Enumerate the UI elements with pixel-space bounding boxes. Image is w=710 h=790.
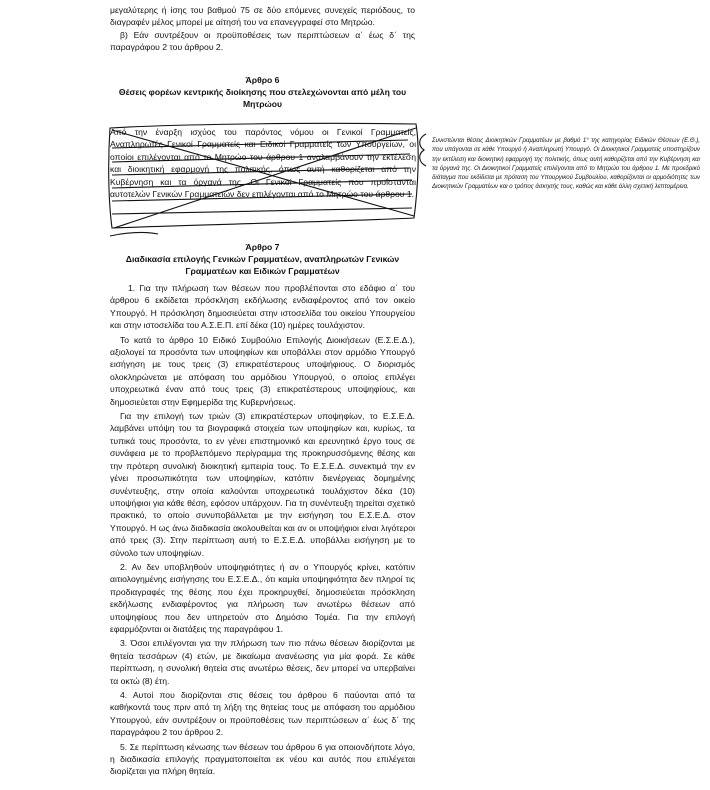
top-block bbox=[110, 4, 415, 54]
article7-number: Άρθρο 7 bbox=[245, 242, 280, 252]
margin-bracket-icon bbox=[410, 130, 434, 170]
article7-body bbox=[110, 282, 415, 778]
article7-paragraph-4: 4. Αυτοί που διορίζονται στις θέσεις του άρθρου 6 παύονται από τα καθήκοντά τους πριν από τη λήξη της θητείας τους με απόφαση του αρμόδιου Υπουργού, εάν συντρέξουν οι προϋποθέσεις των περιπτώσεων α΄ έως δ΄ της παραγράφου 2 του άρθρου 2. bbox=[110, 690, 415, 738]
article7-heading bbox=[110, 241, 415, 278]
article6-title: Θέσεις φορέων κεντρικής διοίκησης που στελεχώνονται από μέλη του Μητρώου bbox=[118, 87, 407, 110]
handwritten-strikeout-icon bbox=[98, 118, 428, 242]
article6-number: Άρθρο 6 bbox=[245, 75, 280, 85]
article7-paragraph-3: 3. Όσοι επιλέγονται για την πλήρωση των πιο πάνω θέσεων διορίζονται με θητεία τεσσάρων (4) ετών, με δικαίωμα ανανέωσης για μία φορά. Σε κάθε περίπτωση, η συνολική θητεία στις ανωτέρω θέσεις, δεν μπορεί να υπερβαίνει τα οκτώ (8) έτη. bbox=[110, 638, 415, 686]
carryover-paragraph: μεγαλύτερης ή ίσης του βαθμού 75 σε δύο επόμενες συνεχείς περιόδους, το διαγραφέν μέλος μπορεί με αίτησή του να επανεγγραφεί στο Μητρώο. bbox=[110, 5, 415, 28]
case-b-paragraph: β) Εάν συντρέξουν οι προϋποθέσεις των περιπτώσεων α΄ έως δ΄ της παραγράφου 2 του άρθρου 2. bbox=[110, 29, 415, 53]
article7-paragraph-5: 5. Σε περίπτωση κένωσης των θέσεων του άρθρου 6 για οποιονδήποτε λόγο, η διαδικασία επιλογής πραγματοποιείται εκ νέου και αυτός που επιλέγεται διορίζεται για πλήρη θητεία. bbox=[110, 741, 415, 777]
article7-paragraph-1b: Το κατά το άρθρο 10 Ειδικό Συμβούλιο Επιλογής Διοικήσεων (Ε.Σ.Ε.Δ.), αξιολογεί τα προσόντα των υποψηφίων και υποβάλλει στον αρμόδιο Υπουργό εισήγηση με τους τρεις (3) επικρατέστερους υποψήφιους. Ο διορισμός ολοκληρώνεται με απόφαση του αρμόδιου Υπουργού, ο οποίος επιλέγει υποχρεωτικά έναν από τους τρεις (3) επικρατέστερους υποψηφίους, και δημοσιεύεται στην Εφημερίδα της Κυβερνήσεως. bbox=[110, 334, 415, 407]
article7-paragraph-1: 1. Για την πλήρωση των θέσεων που προβλέπονται στο εδάφιο α΄ του άρθρου 6 εκδίδεται πρόσκληση εκδήλωσης ενδιαφέροντος από τον οικείο Υπουργό. Η πρόσκληση δημοσιεύεται στην ιστοσελίδα του οικείου Υπουργείου και στην ιστοσελίδα του Α.Σ.Ε.Π. επί δέκα (10) ημέρες τουλάχιστον. bbox=[110, 283, 415, 331]
margin-note: Συνιστώνται θέσεις Διοικητικών Γραμματέων με βαθμό 1° της κατηγορίας Ειδικών Θέσεων (Ε.Θ.), που υπάγονται σε κάθε Υπουργό ή Αναπληρωτή Υπουργό. Οι Διοικητικοί Γραμματείς υποστηρίζουν την εκτέλεση και διοικητική εφαρμογή της πολιτικής, όπως αυτή καθορίζεται από την Κυβέρνηση και τα όργανά της. Οι Διοικητικοί Γραμματείς επιλέγονται από το Μητρώο του άρθρου 1. Με προεδρικό διάταγμα που εκδίδεται με πρόταση του Υπουργικού Συμβουλίου, καθορίζονται οι αρμοδιότητες των Διοικητικών Γραμματέων και ο τρόπος άσκησής τους, καθώς και κάθε άλλη σχετική λεπτομέρεια. bbox=[432, 137, 700, 191]
article6-heading bbox=[110, 74, 415, 111]
article6-struck-text: Από την έναρξη ισχύος του παρόντος νόμου οι Γενικοί Γραμματείς, Αναπληρωτές Γενικοί Γραμματείς και Ειδικοί Γραμματείς των Υπουργείων, οι οποίοι επιλέγονται από το Μητρώο του άρθρου 1 αναλαμβάνουν την εκτέλεση και διοικητική εφαρμογή της πολιτικής, όπως αυτή καθορίζεται από την Κυβέρνηση και τα όργανά της. Οι Γενικοί Γραμματείς που προΐστανται αυτοτελών Γενικών Γραμματειών δεν επιλέγονται από το Μητρώο του άρθρου 1. bbox=[110, 127, 416, 200]
article6-struck-block bbox=[108, 126, 418, 232]
article7-paragraph-1c: Για την επιλογή των τριών (3) επικρατέστερων υποψηφίων, το Ε.Σ.Ε.Δ. λαμβάνει υπόψη του τα βιογραφικά στοιχεία των υποψηφίων και, κυρίως, τα τυπικά τους προσόντα, το εν γένει επιστημονικό και ερευνητικό έργο τους σε συνάφεια με το προβλεπόμενο περίγραμμα της προκηρυσσόμενης θέσης και την πρότερη συνολική διοικητική εμπειρία τους. Το Ε.Σ.Ε.Δ. συνεκτιμά την εν γένει προσωπικότητα των υποψηφίων, κατόπιν διενέργειας δομημένης συνέντευξης, στην οποία καλούνται υποχρεωτικά τουλάχιστον δέκα (10) υποψήφιοι για κάθε θέση, εφόσον υπάρχουν. Για τη συνέντευξη τηρείται σχετικό πρακτικό, το οποίο συνυποβάλλεται με την εισήγηση του Ε.Σ.Ε.Δ. στον Υπουργό. Η ως άνω διαδικασία ακολουθείται και αν οι υποψήφιοι είναι λιγότεροι από τρεις (3). Στην περίπτωση αυτή το Ε.Σ.Ε.Δ. υποβάλλει εισήγηση με το σύνολο των υποψηφίων. bbox=[110, 411, 415, 558]
article7-paragraph-2: 2. Αν δεν υποβληθούν υποψηφιότητες ή αν ο Υπουργός κρίνει, κατόπιν αιτιολογημένης εισήγησης του Ε.Σ.Ε.Δ., ότι καμία υποψηφιότητα δεν πληροί τις προδιαγραφές της θέσης που έχει προκηρυχθεί, δημοσιεύεται πρόσκληση εκδήλωσης ενδιαφέροντος για πλήρωση των ανωτέρω θέσεων από υποψηφίους που δεν υπηρετούν στο Δημόσιο Τομέα. Για την επιλογή εφαρμόζονται οι διατάξεις της παραγράφου 1. bbox=[110, 561, 415, 634]
article7-title: Διαδικασία επιλογής Γενικών Γραμματέων, αναπληρωτών Γενικών Γραμματέων και Ειδικών Γραμματέων bbox=[125, 254, 400, 277]
